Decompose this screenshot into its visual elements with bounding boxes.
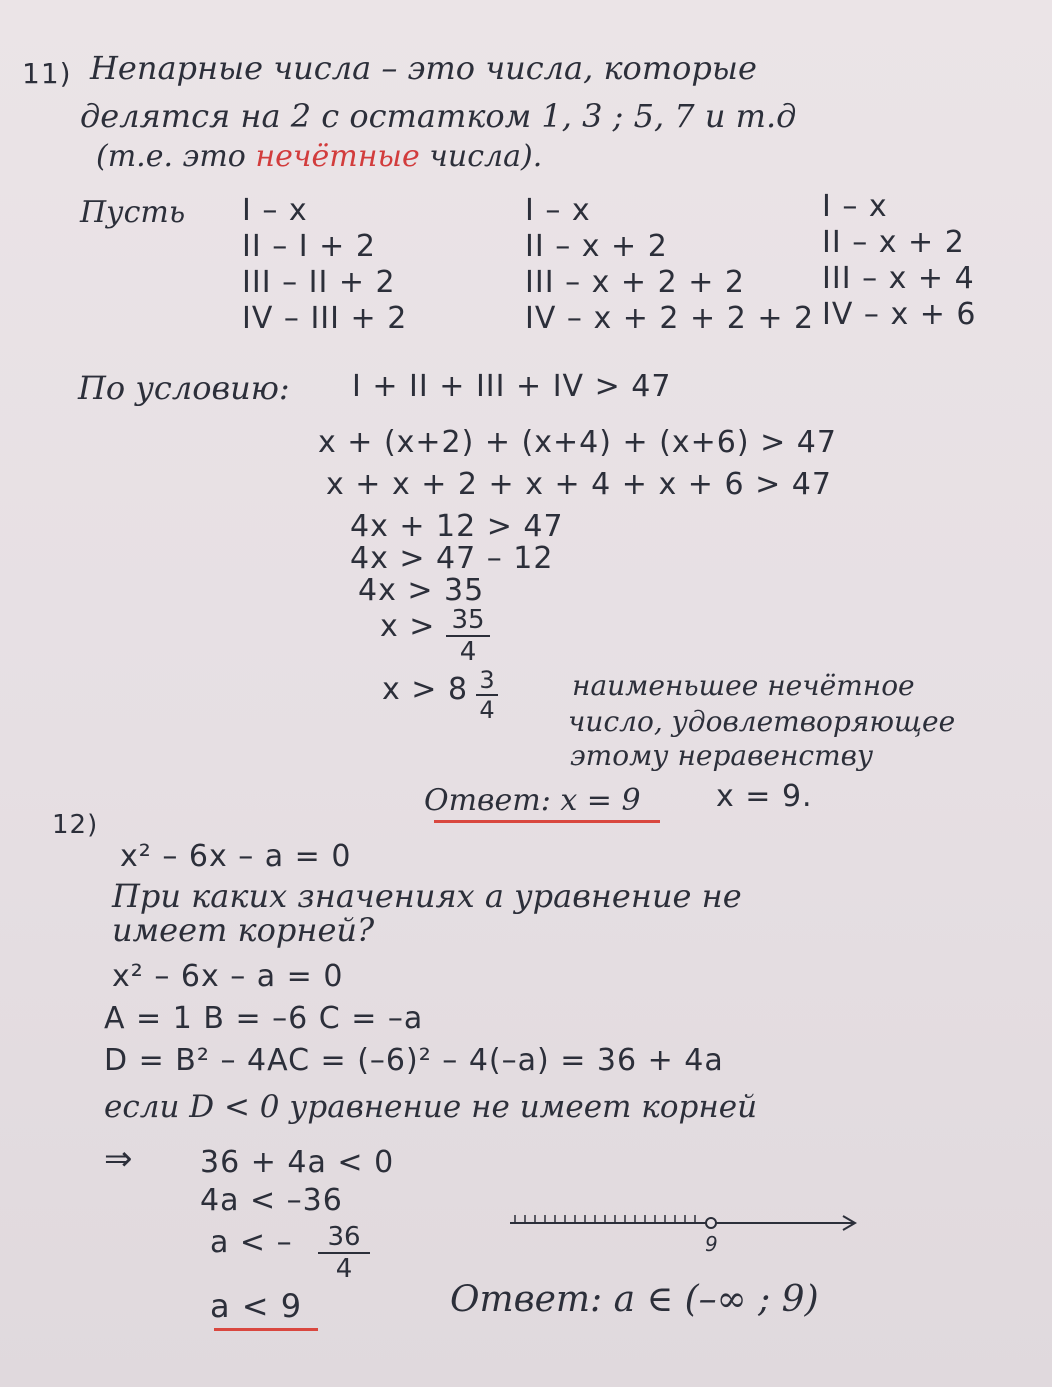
- fraction-36-denominator: 4: [335, 1254, 353, 1284]
- note-line-2: число, удовлетворяющее: [568, 705, 956, 738]
- col2-row2: II – x + 2: [525, 229, 668, 264]
- intro-line-3-start: (т.е. это: [96, 139, 246, 174]
- question-line-2: имеет корней?: [112, 911, 375, 949]
- inequality-step-3-lhs: a < –: [210, 1225, 293, 1260]
- problem-12-number: 12): [52, 810, 99, 840]
- number-line-label: 9: [705, 1232, 718, 1256]
- equation: x² – 6x – a = 0: [120, 839, 352, 874]
- odd-word-red: нечётные: [255, 139, 420, 174]
- note-line-1: наименьшее нечётное: [572, 669, 915, 702]
- number-line: [505, 1205, 865, 1261]
- intro-line-1: Непарные числа – это числа, которые: [90, 49, 757, 87]
- fraction-35-over-4: [446, 605, 490, 667]
- fraction-denominator: 4: [459, 637, 477, 667]
- note-value: x = 9.: [716, 779, 813, 814]
- question-line-1: При каких значениях a уравнение не: [112, 877, 742, 915]
- inequality-result: a < 9: [210, 1287, 303, 1325]
- intro-line-3-end: числа).: [429, 139, 543, 174]
- col1-row1: I – x: [242, 193, 308, 228]
- col1-row4: IV – III + 2: [242, 301, 408, 336]
- result-underline: [214, 1328, 318, 1331]
- col3-row3: III – x + 4: [822, 261, 975, 296]
- step-5: 4x > 35: [358, 573, 485, 608]
- problem-11-number: 11): [22, 57, 72, 90]
- coefficients: A = 1 B = –6 C = –a: [104, 1001, 424, 1036]
- implies-arrow: ⇒: [104, 1139, 134, 1179]
- step-4: 4x > 47 – 12: [350, 541, 554, 576]
- answer-11: Ответ: x = 9: [424, 783, 641, 818]
- fraction-36-numerator: 36: [318, 1222, 370, 1254]
- condition-expression: I + II + III + IV > 47: [352, 369, 672, 404]
- fraction-36-over-4: [318, 1222, 370, 1284]
- discriminant-condition: если D < 0 уравнение не имеет корней: [104, 1089, 758, 1125]
- note-line-3: этому неравенству: [570, 739, 874, 772]
- intro-line-3: [96, 139, 543, 174]
- col3-row2: II – x + 2: [822, 225, 965, 260]
- mixed-denominator: 4: [479, 696, 495, 724]
- col2-row3: III – x + 2 + 2: [525, 265, 745, 300]
- equation-repeat: x² – 6x – a = 0: [112, 959, 344, 994]
- step-1: x + (x+2) + (x+4) + (x+6) > 47: [318, 425, 837, 460]
- open-point-9: [706, 1218, 716, 1228]
- col2-row1: I – x: [525, 193, 591, 228]
- step-2: x + x + 2 + x + 4 + x + 6 > 47: [326, 467, 832, 502]
- col2-row4: IV – x + 2 + 2 + 2: [525, 301, 815, 336]
- inequality-step-1: 36 + 4a < 0: [200, 1145, 395, 1180]
- fraction-step-lhs: x >: [380, 609, 436, 644]
- col1-row2: II – I + 2: [242, 229, 376, 264]
- condition-word: По условию:: [78, 369, 290, 407]
- intro-line-2: делятся на 2 с остатком 1, 3 ; 5, 7 и т.д: [80, 97, 797, 135]
- mixed-numerator: 3: [476, 666, 498, 696]
- answer-12: Ответ: a ∈ (–∞ ; 9): [450, 1279, 819, 1320]
- mixed-fraction: [476, 666, 498, 724]
- discriminant: D = B² – 4AC = (–6)² – 4(–a) = 36 + 4a: [104, 1043, 724, 1078]
- number-line-hatching: [515, 1215, 695, 1223]
- col3-row1: I – x: [822, 189, 888, 224]
- col3-row4: IV – x + 6: [822, 297, 977, 332]
- inequality-step-2: 4a < –36: [200, 1183, 343, 1218]
- mixed-step-lhs: x > 8: [382, 672, 469, 707]
- col1-row3: III – II + 2: [242, 265, 396, 300]
- fraction-numerator: 35: [446, 605, 490, 637]
- let-word: Пусть: [80, 195, 186, 230]
- answer-11-underline: [434, 820, 660, 823]
- step-3: 4x + 12 > 47: [350, 509, 564, 544]
